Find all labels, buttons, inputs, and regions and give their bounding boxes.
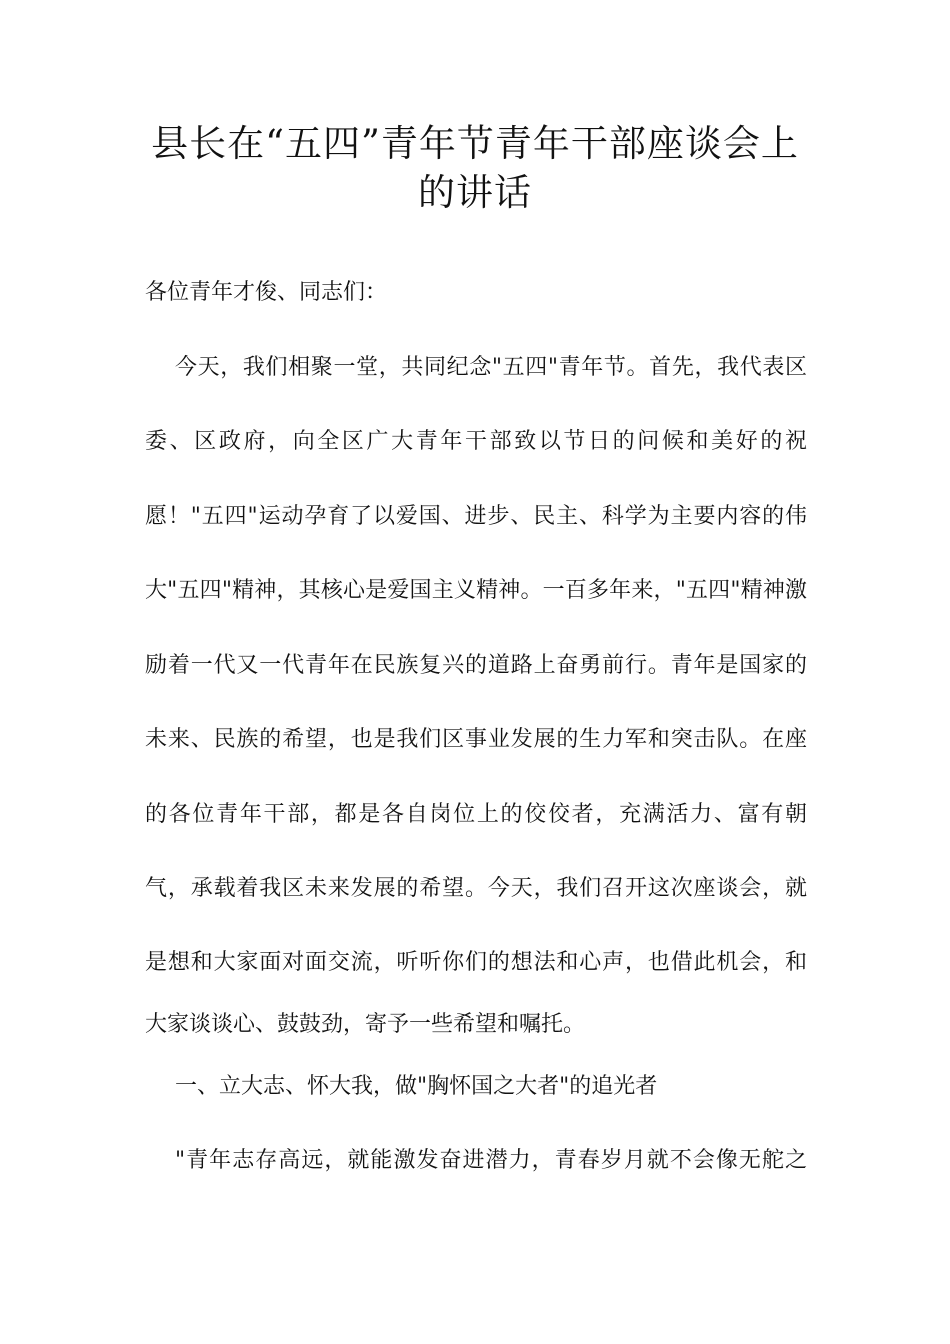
paragraph-1-line: 未来、民族的希望，也是我们区事业发展的生力军和突击队。在座	[145, 727, 807, 752]
paragraph-1-line: 愿！"五四"运动孕育了以爱国、进步、民主、科学为主要内容的伟	[145, 504, 807, 529]
paragraph-1-line: 今天，我们相聚一堂，共同纪念"五四"青年节。首先，我代表区	[175, 355, 807, 380]
paragraph-1-line: 的各位青年干部，都是各自岗位上的佼佼者，充满活力、富有朝	[145, 802, 807, 827]
paragraph-1-line: 气，承载着我区未来发展的希望。今天，我们召开这次座谈会，就	[145, 876, 807, 901]
document-title-line-2: 的讲话	[418, 171, 532, 214]
paragraph-1-line: 委、区政府，向全区广大青年干部致以节日的问候和美好的祝	[145, 429, 807, 454]
salutation: 各位青年才俊、同志们：	[145, 280, 388, 305]
paragraph-1-line: 是想和大家面对面交流，听听你们的想法和心声，也借此机会，和	[145, 950, 807, 975]
paragraph-2-line: "青年志存高远，就能激发奋进潜力，青春岁月就不会像无舵之	[175, 1148, 807, 1173]
paragraph-1-line: 大"五四"精神，其核心是爱国主义精神。一百多年来，"五四"精神激	[145, 578, 807, 603]
document-title-line-1: 县长在“五四”青年节青年干部座谈会上	[151, 122, 799, 165]
paragraph-1-line: 励着一代又一代青年在民族复兴的道路上奋勇前行。青年是国家的	[145, 653, 807, 678]
paragraph-1-line: 大家谈谈心、鼓鼓劲，寄予一些希望和嘱托。	[145, 1012, 586, 1037]
section-1-heading: 一、立大志、怀大我，做"胸怀国之大者"的追光者	[175, 1074, 658, 1099]
